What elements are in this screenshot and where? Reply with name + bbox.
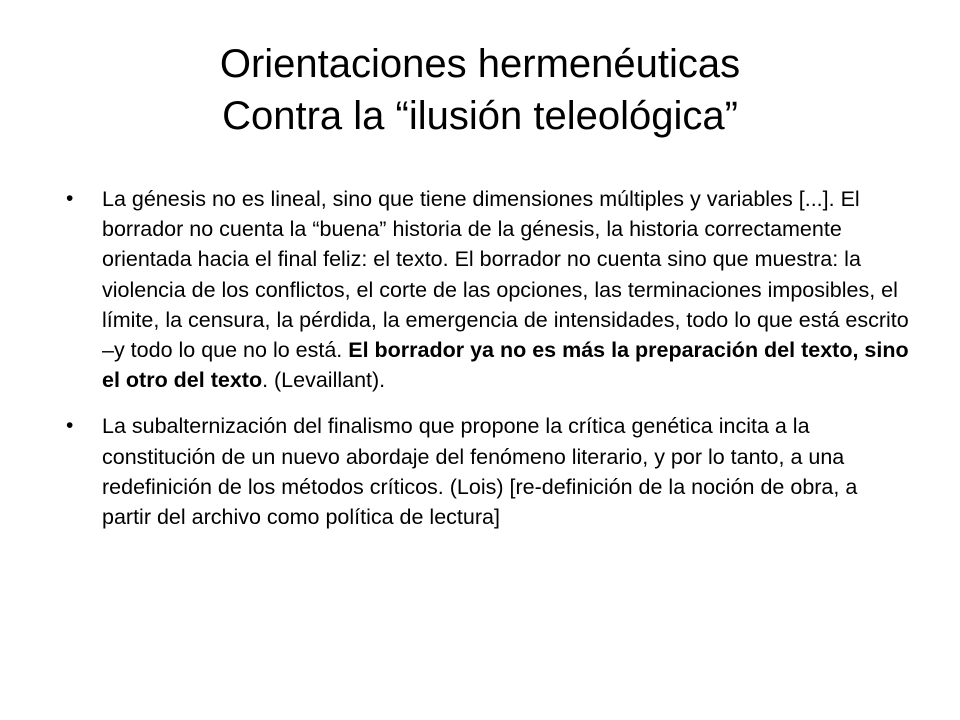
bullet-1-bold-text: El borrador ya no es más la preparación del texto, sino el otro del texto bbox=[102, 338, 909, 393]
bullet-1-citation: . (Levaillant). bbox=[262, 368, 386, 393]
bullet-2-text: La subalternización del finalismo que propone la crítica genética incita a la constitución de un nuevo abordaje del fenómeno literario, y por lo tanto, a una redefinición de los métodos críticos. (Lois) [re-definición de la noción de obra, a partir del archivo como política de lectura] bbox=[102, 414, 858, 530]
title-line-2: Contra la “ilusión teleológica” bbox=[222, 94, 738, 138]
bullet-dot-icon: • bbox=[66, 187, 74, 210]
bullet-item-1 bbox=[60, 184, 912, 395]
bullet-item-2 bbox=[60, 411, 912, 532]
bullet-dot-icon: • bbox=[66, 414, 74, 438]
slide-title bbox=[60, 38, 900, 142]
bullet-1-text: La génesis no es lineal, sino que tiene dimensiones múltiples y variables [...]. El borrador no cuenta la “buena” historia de la génesis, la historia correctamente orientada hacia el final feliz: el texto. El borrador no cuenta sino que muestra: la violencia de los conflictos, el corte de las opciones, las terminaciones imposibles, el límite, la censura, la pérdida, la emergencia de intensidades, todo lo que está escrito –y todo lo que no lo está. bbox=[102, 187, 909, 363]
title-line-1: Orientaciones hermenéuticas bbox=[219, 42, 741, 86]
bullet-list bbox=[60, 184, 912, 548]
